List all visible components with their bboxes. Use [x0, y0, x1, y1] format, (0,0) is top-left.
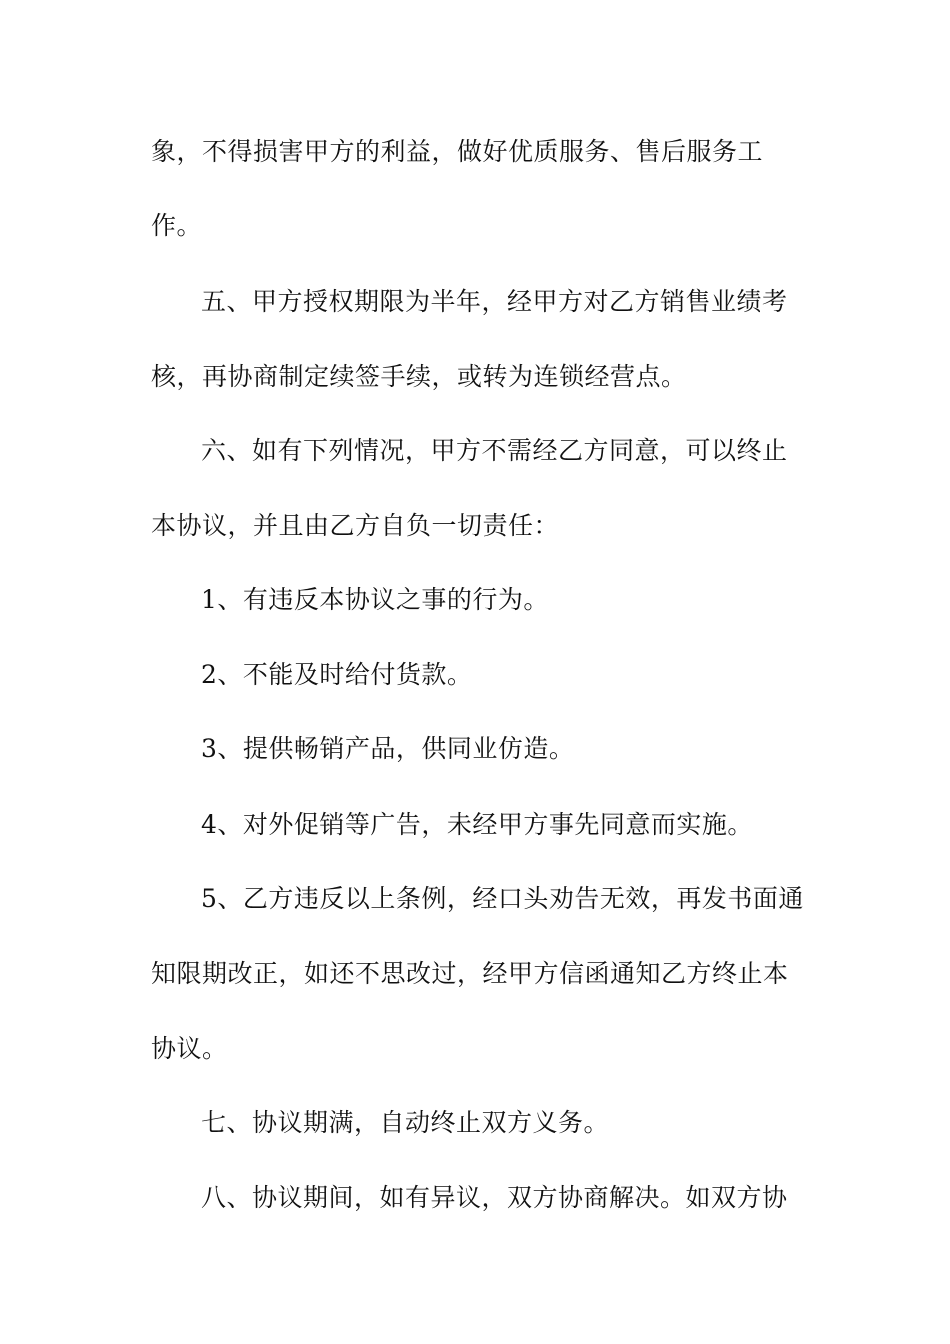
- text-line: 七、协议期满，自动终止双方义务。: [201, 1108, 610, 1137]
- text-line: 1、有违反本协议之事的行为。: [201, 585, 549, 614]
- text-line: 六、如有下列情况，甲方不需经乙方同意，可以终止: [201, 436, 788, 465]
- text-line: 5、乙方违反以上条例，经口头劝告无效，再发书面通: [201, 884, 804, 913]
- text-line: 八、协议期间，如有异议，双方协商解决。如双方协: [201, 1183, 788, 1212]
- text-line: 4、对外促销等广告，未经甲方事先同意而实施。: [201, 810, 753, 839]
- text-line: 作。: [151, 211, 203, 240]
- text-line: 2、不能及时给付货款。: [201, 660, 473, 689]
- text-line: 象，不得损害甲方的利益，做好优质服务、售后服务工: [151, 137, 764, 166]
- text-line: 3、提供畅销产品，供同业仿造。: [201, 734, 575, 763]
- text-line: 本协议，并且由乙方自负一切责任：: [151, 511, 560, 540]
- text-line: 知限期改正，如还不思改过，经甲方信函通知乙方终止本: [151, 959, 789, 988]
- text-line: 五、甲方授权期限为半年，经甲方对乙方销售业绩考: [201, 287, 788, 316]
- text-line: 协议。: [151, 1034, 228, 1063]
- text-line: 核，再协商制定续签手续，或转为连锁经营点。: [151, 362, 687, 391]
